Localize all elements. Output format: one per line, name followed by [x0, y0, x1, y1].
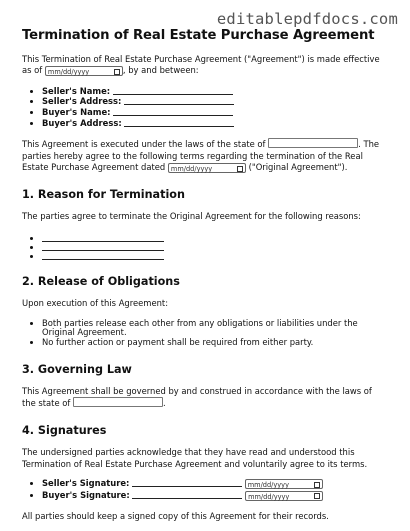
buyer-signature-field[interactable] — [132, 490, 242, 499]
seller-name-field[interactable] — [113, 86, 233, 95]
list-item: • Seller's Name: — [42, 86, 388, 97]
intro-text-after: , by and between: — [122, 65, 199, 76]
intro-text: This Termination of Real Estate Purchase Agreement ("Agreement") is made effective as of — [22, 54, 380, 76]
list-item: • Buyer's Name: — [42, 107, 388, 118]
seller-signature-date-field[interactable]: mm/dd/yyyy — [245, 479, 323, 489]
signatures-list — [22, 478, 388, 501]
section-heading-reason: 1. Reason for Termination — [22, 188, 185, 202]
section-heading-governing-law: 3. Governing Law — [22, 362, 132, 376]
watermark: editablepdfdocs.com — [216, 10, 398, 28]
reasons-list — [22, 233, 388, 261]
list-item: • Both parties release each other from any obligations or liabilities under the Original Agreement. — [42, 319, 388, 338]
calendar-icon[interactable] — [114, 69, 120, 75]
footer-note: All parties should keep a signed copy of this Agreement for their records. — [22, 511, 329, 522]
release-text: Upon execution of this Agreement: — [22, 298, 169, 309]
buyer-address-field[interactable] — [124, 118, 234, 127]
document-title: Termination of Real Estate Purchase Agreement — [22, 28, 375, 43]
buyer-name-field[interactable] — [113, 107, 233, 116]
list-item: • Buyer's Signature: mm/dd/yyyy — [42, 490, 388, 502]
governing-law-paragraph: This Agreement shall be governed by and construed in accordance with the laws of the state of . — [22, 385, 372, 408]
list-item: • Seller's Signature: mm/dd/yyyy — [42, 478, 388, 490]
calendar-icon[interactable] — [314, 493, 320, 499]
law-paragraph: This Agreement is executed under the laws of the state of . The parties hereby agree to the following terms regarding the termination of the Real Estate Purchase Agreement dated mm/dd/yyyy ("Original Agreement"). — [22, 139, 380, 173]
list-item — [42, 233, 388, 242]
calendar-icon[interactable] — [237, 166, 243, 172]
list-item: • Seller's Address: — [42, 96, 388, 107]
section-heading-release: 2. Release of Obligations — [22, 275, 180, 289]
parties-list — [22, 86, 388, 128]
effective-date-field[interactable]: mm/dd/yyyy — [45, 66, 123, 76]
buyer-signature-date-field[interactable]: mm/dd/yyyy — [245, 491, 323, 501]
reason-field-3[interactable] — [42, 251, 164, 260]
reason-text: The parties agree to terminate the Original Agreement for the following reasons: — [22, 211, 361, 222]
seller-signature-field[interactable] — [132, 478, 242, 487]
calendar-icon[interactable] — [314, 482, 320, 488]
release-list — [22, 319, 388, 348]
document-page — [22, 24, 388, 523]
state-field[interactable] — [268, 138, 358, 148]
list-item: • No further action or payment shall be required from either party. — [42, 338, 388, 348]
list-item — [42, 251, 388, 260]
reason-field-1[interactable] — [42, 233, 164, 242]
original-agreement-date-field[interactable]: mm/dd/yyyy — [168, 163, 246, 173]
reason-field-2[interactable] — [42, 242, 164, 251]
seller-address-field[interactable] — [124, 96, 234, 105]
signatures-text: The undersigned parties acknowledge that they have read and understood this Termination of Real Estate Purchase Agreement and voluntarily agree to its terms. — [22, 447, 368, 469]
section-heading-signatures: 4. Signatures — [22, 424, 107, 438]
list-item — [42, 242, 388, 251]
governing-state-field[interactable] — [73, 397, 163, 407]
intro-paragraph — [22, 54, 388, 77]
list-item: • Buyer's Address: — [42, 118, 388, 129]
